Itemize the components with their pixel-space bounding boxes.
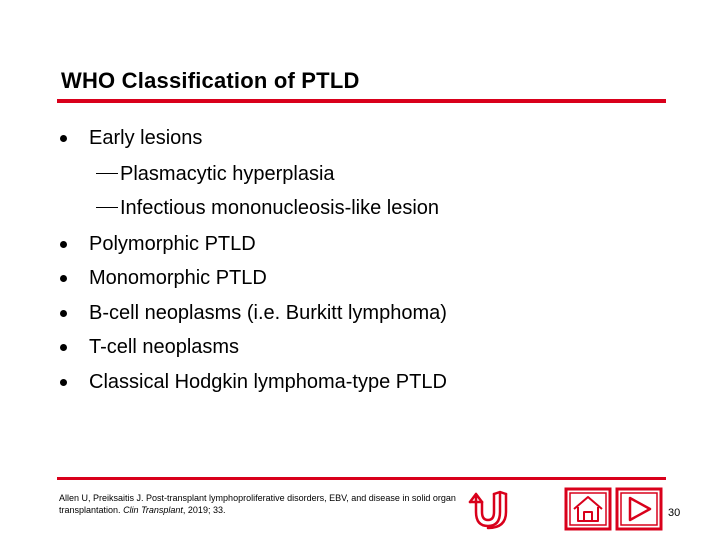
home-icon[interactable]	[564, 487, 612, 531]
bullet-dot	[60, 379, 67, 386]
sub-item-label: Infectious mononucleosis-like lesion	[120, 197, 440, 219]
bullet-dot	[60, 241, 67, 248]
list-item-monomorphic: Monomorphic PTLD	[89, 267, 267, 289]
citation-journal: Clin Transplant	[123, 505, 183, 515]
list-item-hodgkin: Classical Hodgkin lymphoma-type PTLD	[89, 371, 447, 393]
play-next-icon[interactable]	[615, 487, 663, 531]
bullet-dot	[60, 135, 67, 142]
citation	[59, 492, 459, 516]
title-underline	[57, 99, 666, 103]
dash-marker	[96, 173, 118, 174]
sub-item-label: Plasmacytic hyperplasia	[120, 163, 335, 185]
page-number: 30	[668, 507, 681, 519]
u-turn-arrow-icon[interactable]	[466, 488, 514, 530]
footer-divider	[57, 477, 666, 480]
slide-title: WHO Classification of PTLD	[61, 68, 360, 93]
citation-volume: , 2019; 33.	[182, 505, 226, 515]
bullet-dot	[60, 310, 67, 317]
list-item-polymorphic: Polymorphic PTLD	[89, 233, 256, 255]
bullet-dot	[60, 275, 67, 282]
list-item-early-lesions: Early lesions	[89, 127, 203, 149]
dash-marker	[96, 207, 118, 208]
citation-text: Allen U, Preiksaitis J. Post-transplant lymphoproliferative disorders, EBV, and disease in solid organ transplantation.	[59, 493, 456, 515]
sub-item-infectious	[96, 196, 439, 220]
list-item-bcell: B-cell neoplasms (i.e. Burkitt lymphoma)	[89, 302, 447, 324]
sub-item-plasmacytic	[96, 162, 335, 186]
list-item-tcell: T-cell neoplasms	[89, 336, 240, 358]
bullet-dot	[60, 344, 67, 351]
